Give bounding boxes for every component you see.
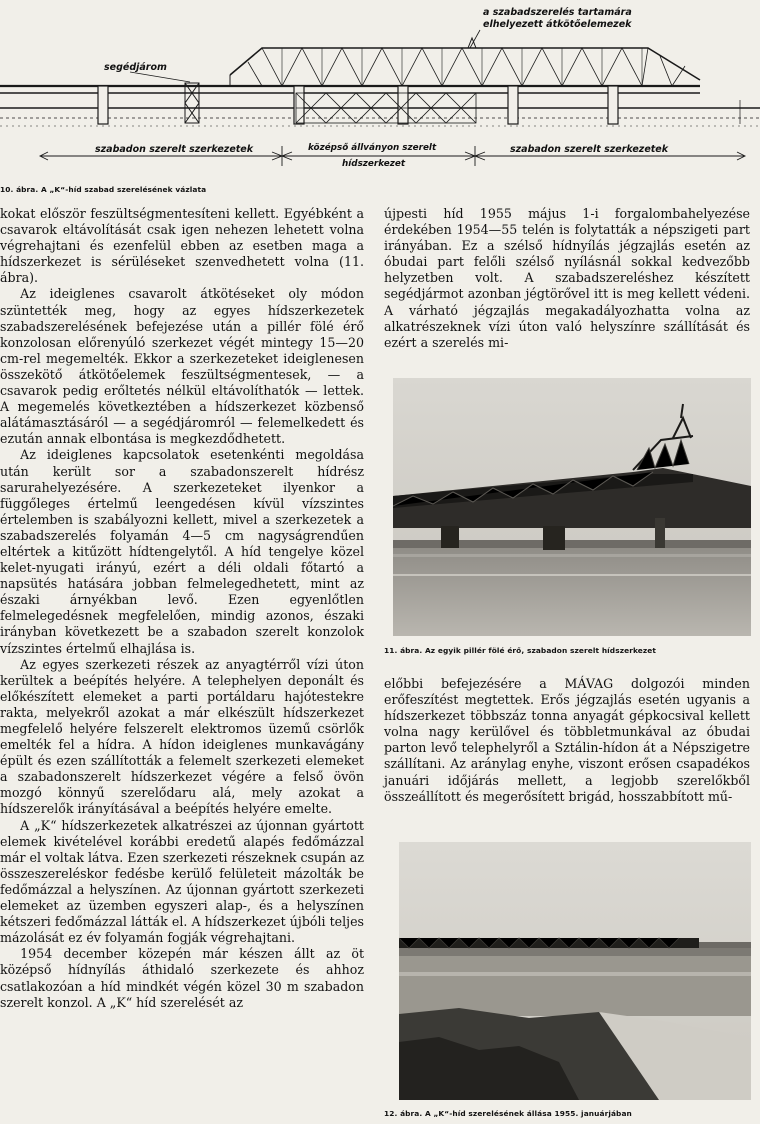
paragraph: A „K“ hídszerkezetek alkatrészei az újonnan gyártott elemek kivételével korábbi eredetű alapés fedőmázzal már el voltak látva. Ezen szerkezeti részeknek csupán az összeszereléskor fedésbe kerülő felületeit mázolták be fedőmázzal a helyszínen. Az újonnan gyártott szerkezeti elemeket az üzemben egyszeri alap-, és a helyszínen kétszeri fedőmázzal látták el. A hídszerkezet újbóli teljes mázolását ez év folyamán fogják végrehajtani. (0, 817, 364, 946)
diagram-label-segedjarom: segédjárom (104, 62, 167, 73)
right-column-middle (384, 676, 750, 805)
paragraph: Az ideiglenes kapcsolatok esetenkénti megoldása után került sor a szabadonszerelt hídrész sarurahelyezésére. A szerkezeteket ilyenkor a függőleges értelmű leengedésen kívül vízszintes értelemben is szabályozni kellett, mivel a szerkezetek a szabadszerelés folyamán 4—5 cm nagyságrendűen eltértek a kitűzött hídtengelytől. A híd tengelye közel kelet-nyugati irányú, ezért a déli oldali főtartó a napsütés hatására jobban felmelegedhetett, mint az északi árnyékban levő. Ezen egyenlőtlen felmelegedésnek megfelelően, mindig azonos, északi irányban következett be a szabadon szerelt konzolok vízszintes értelmű elhajlása is. (0, 447, 364, 656)
diagram-label-top: a szabadszerelés tartamára (483, 7, 632, 18)
right-column-top (384, 206, 750, 351)
diagram-label-top2: elhelyezett átkötőelemezek (483, 19, 632, 30)
paragraph: 1954 december közepén már készen állt az öt középső hídnyílás áthidaló szerkezete és ahhoz csatlakozóan a híd mindkét végén közel 30 m szabadon szerelt konzol. A „K“ híd szerelését az (0, 946, 364, 1010)
diagram-label-mid: középső állványon szerelt (308, 143, 437, 153)
diagram-label-left: szabadon szerelt szerkezetek (95, 144, 254, 155)
diagram-label-right: szabadon szerelt szerkezetek (510, 144, 669, 155)
paragraph: Az ideiglenes csavarolt átkötéseket oly módon szüntették meg, hogy az egyes hídszerkezetek szabadszerelésének befejezése után a pillér fölé érő konzolosan előrenyúló szerkezet végét mintegy 15—20 cm-rel megemelték. Ekkor a szerkezeteket ideiglenesen összekötő átkötőelemek feszültségmentesek, — a csavarok pedig erőltetés nélkül eltávolíthatók — lettek. A megemelés következtében a hídszerkezet közbenső alátámasztásáról — a segédjáromról — felemelkedett és ezután annak elbontása is megkezdődhetett. (0, 286, 364, 447)
paragraph: előbbi befejezésére a MÁVAG dolgozói minden erőfeszítést megtettek. Erős jégzajlás esetén ugyanis a hídszerkezet többszáz tonna anyagát gépkocsival kellett volna nagy kerülővel és többletmunkával az óbudai parton levő telephelyről a Sztálin-hídon át a Népszigetre szállítani. Az aránylag enyhe, viszont erősen csapadékos januári időjárás mellett, a legjobb szerelőkből összeállított és megerősített brigád, hosszabbított mű- (384, 676, 750, 804)
diagram-label-mid2: hídszerkezet (342, 159, 406, 169)
figure-10-caption: 10. ábra. A „K“-híd szabad szerelésének vázlata (0, 185, 207, 194)
figure-12-photo (399, 842, 751, 1100)
bridge-erection-diagram (0, 0, 760, 180)
paragraph: újpesti híd 1955 május 1-i forgalombahelyezése érdekében 1954—55 telén is folytatták a népszigeti part irányában. Ez a szélső hídnyílás jégzajlás esetén az óbudai part felőli szélső nyílásnál sokkal kedvezőbb helyzetben volt. A szabadszereléshez készített segédjármot azonban jégtörővel itt is meg kellett védeni. A várható jégzajlás megakadályozhatta volna az alkatrészeknek vízi úton való helyszínre szállítását és ezért a szerelés mi- (384, 206, 750, 350)
paragraph: kokat először feszültségmentesíteni kellett. Egyébként a csavarok eltávolítását csak igen nehezen lehetett volna végrehajtani és ezenfelül ebben az esetben maga a hídszerkezet is sérüléseket szenvedhetett volna (11. ábra). (0, 206, 364, 286)
figure-12-caption: 12. ábra. A „K“-híd szerelésének állása 1955. januárjában (384, 1109, 632, 1118)
figure-11-caption: 11. ábra. Az egyik pillér fölé érő, szabadon szerelt hídszerkezet (384, 646, 657, 655)
paragraph: Az egyes szerkezeti részek az anyagtérről vízi úton kerültek a beépítés helyére. A telephelyen deponált és előkészített elemeket a parti portáldaru hajótestekre rakta, melyekről azokat a már elkészült hídszerkezet megfelelő helyére felszerelt elektromos üzemű csörlők emelték fel a hídra. A hídon ideiglenes munkavágány épült és ezen szállították a felemelt szerkezeti elemeket a szabadonszerelt hídszerkezet végére a felső övön mozgó könnyű szerelődaru alá, mely azokat a hídszerelők irányításával a beépítés helyére emelte. (0, 656, 364, 817)
left-column (0, 206, 364, 1011)
figure-11-photo (393, 378, 751, 636)
